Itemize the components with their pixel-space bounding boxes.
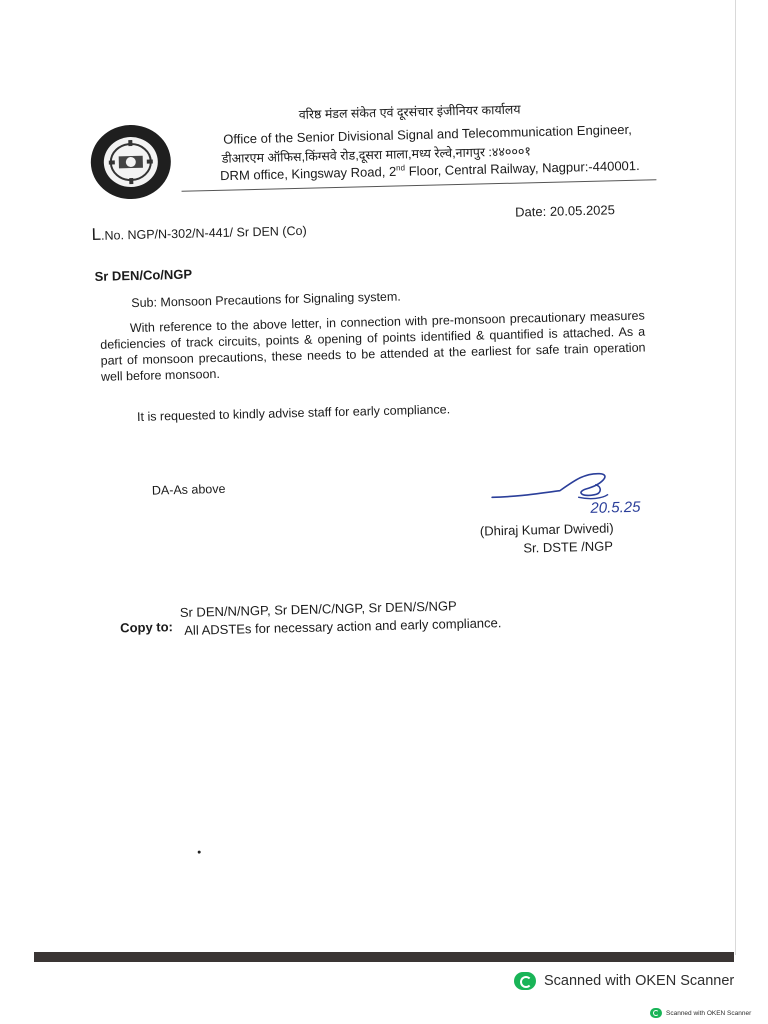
- copy-note: All ADSTEs for necessary action and early compliance.: [184, 615, 502, 638]
- scanner-label-small: Scanned with OKEN Scanner: [666, 1009, 752, 1017]
- signature-date: 20.5.25: [590, 498, 641, 517]
- scanner-watermark: [514, 972, 734, 990]
- signatory-name: (Dhiraj Kumar Dwivedi): [479, 520, 614, 539]
- office-address-hindi: डीआरएम ऑफिस,किंग्सवे रोड,दूसरा माला,मध्य रेल्वे,नागपुर :४४०००१: [221, 144, 532, 166]
- scan-speck: [198, 851, 201, 854]
- letter-date: Date: 20.05.2025: [514, 202, 616, 220]
- letter-number-rest: .No. NGP/N-302/N-441/ Sr DEN (Co): [100, 223, 307, 243]
- letter-number-initial: L: [91, 224, 102, 245]
- scanner-watermark-small: [650, 1008, 751, 1018]
- signatory-designation: Sr. DSTE /NGP: [523, 538, 614, 556]
- request-line: It is requested to kindly advise staff for early compliance.: [136, 402, 451, 424]
- address-suffix: Floor, Central Railway, Nagpur:-440001.: [404, 157, 640, 179]
- oken-scanner-icon: [514, 972, 536, 990]
- body-paragraph: With reference to the above letter, in connection with pre-monsoon precautionary measures deficiencies of track circuits, points & opening of points identified & quantified is attached. As a part of monsoon precautions, these needs to be attended at the earliest for safe train operation well before monsoon.: [100, 308, 646, 384]
- copy-recipients: Sr DEN/N/NGP, Sr DEN/C/NGP, Sr DEN/S/NGP: [179, 598, 457, 620]
- copy-to-label: Copy to:: [120, 619, 174, 636]
- scanner-label: Scanned with OKEN Scanner: [544, 973, 735, 989]
- address-superscript: nd: [396, 163, 406, 173]
- letter-number: [91, 220, 307, 245]
- enclosure-note: DA-As above: [151, 481, 226, 498]
- subject-line: Sub: Monsoon Precautions for Signaling system.: [131, 289, 401, 311]
- oken-scanner-small-icon: [650, 1008, 662, 1018]
- office-name-hindi: वरिष्ठ मंडल संकेत एवं दूरसंचार इंजीनियर कार्यालय: [298, 102, 521, 122]
- address-prefix: DRM office, Kingsway Road, 2: [219, 163, 397, 184]
- indian-railways-logo: [87, 121, 175, 203]
- handwritten-signature: [489, 463, 670, 523]
- addressee: Sr DEN/Co/NGP: [94, 266, 193, 284]
- scan-bottom-edge: [34, 952, 734, 962]
- office-name: Office of the Senior Divisional Signal and Telecommunication Engineer,: [223, 121, 632, 147]
